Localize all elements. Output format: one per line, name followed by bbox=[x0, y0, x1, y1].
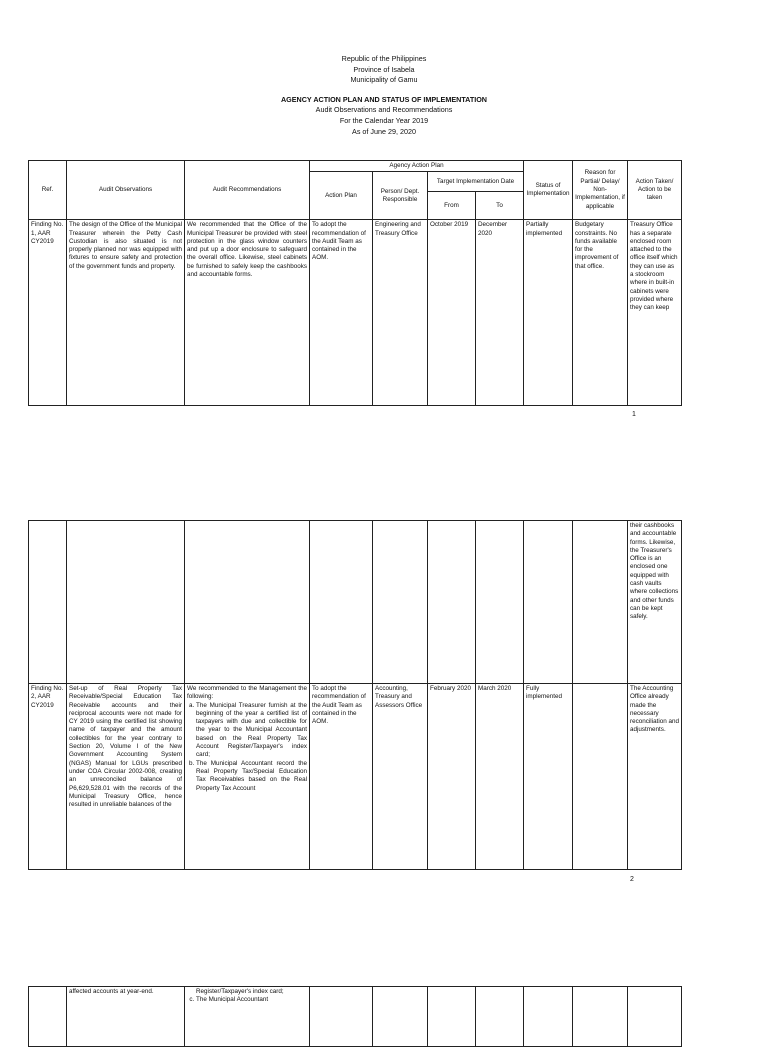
cell-person: Engineering and Treasury Office bbox=[373, 220, 428, 406]
document-date: As of June 29, 2020 bbox=[352, 126, 416, 136]
col-header-ref: Ref. bbox=[29, 161, 67, 220]
cell-ref: Finding No. 1, AAR CY2019 bbox=[29, 220, 67, 406]
cell-from: February 2020 bbox=[428, 684, 476, 870]
document-title: AGENCY ACTION PLAN AND STATUS OF IMPLEMENTATION bbox=[280, 94, 488, 104]
cell-action-plan: To adopt the recommendation of the Audit Team as contained in the AOM. bbox=[310, 684, 373, 870]
cell-action-taken: Treasury Office has a separate enclosed room attached to the office itself which they can use as a stockroom where in built-in cabinets were provided where they can keep bbox=[628, 220, 682, 406]
recommendation-item-c: c. The Municipal Accountant bbox=[196, 996, 307, 1004]
document-header bbox=[0, 54, 768, 137]
header-municipality: Municipality of Gamu bbox=[350, 75, 418, 85]
cell-from: October 2019 bbox=[428, 220, 476, 406]
cell-status: Partially implemented bbox=[524, 220, 573, 406]
col-header-observations: Audit Observations bbox=[67, 161, 185, 220]
cell-action-taken-continued: their cashbooks and accountable forms. Likewise, the Treasurer's Office is an enclosed one equipped with cash vaults where collections and other funds can be kept safely. bbox=[628, 521, 682, 684]
action-plan-table-page-2 bbox=[28, 520, 682, 870]
col-header-status: Status of Implementation bbox=[524, 161, 573, 220]
cell-action-plan: To adopt the recommendation of the Audit Team as contained in the AOM. bbox=[310, 220, 373, 406]
col-header-target-date: Target Implementation Date bbox=[428, 172, 524, 192]
cell-ref: Finding No. 2, AAR CY2019 bbox=[29, 684, 67, 870]
table-row bbox=[29, 684, 682, 870]
col-header-to: To bbox=[476, 192, 524, 220]
col-header-action-plan: Action Plan bbox=[310, 172, 373, 220]
col-header-from: From bbox=[428, 192, 476, 220]
recommendation-list bbox=[187, 702, 307, 793]
cell-recommendation bbox=[185, 987, 310, 1047]
recommendation-item-a: a. The Municipal Treasurer furnish at the beginning of the year a certified list of taxpayers with due and collectible for the year to the Municipal Accountant based on the Real Property Tax Account Register/Taxpayer's index card; bbox=[196, 702, 307, 760]
cell-person: Accounting, Treasury and Assessors Office bbox=[373, 684, 428, 870]
action-plan-table-page-3 bbox=[28, 986, 682, 1047]
recommendation-intro: We recommended to the Management the following: bbox=[187, 685, 307, 701]
cell-observation: affected accounts at year-end. bbox=[67, 987, 185, 1047]
col-header-agency-action-plan: Agency Action Plan bbox=[310, 161, 524, 172]
cell-action-taken: The Accounting Office already made the necessary reconciliation and adjustments. bbox=[628, 684, 682, 870]
page-number: 2 bbox=[630, 876, 634, 883]
cell-recommendation bbox=[185, 684, 310, 870]
col-header-reason: Reason for Partial/ Delay/ Non-Implementation, if applicable bbox=[573, 161, 628, 220]
col-header-person: Person/ Dept. Responsible bbox=[373, 172, 428, 220]
recommendation-list bbox=[187, 996, 307, 1004]
table-row bbox=[29, 220, 682, 406]
col-header-action-taken: Action Taken/ Action to be taken bbox=[628, 161, 682, 220]
table-row bbox=[29, 521, 682, 684]
cell-reason bbox=[573, 684, 628, 870]
document-period: For the Calendar Year 2019 bbox=[339, 115, 429, 125]
cell-reason: Budgetary constraints. No funds available for the improvement of that office. bbox=[573, 220, 628, 406]
cell-status: Fully implemented bbox=[524, 684, 573, 870]
table-row bbox=[29, 987, 682, 1047]
recommendation-item-b: b. The Municipal Accountant record the Real Property Tax/Special Education Tax Receivables based on the Real Property Tax Account bbox=[196, 760, 307, 793]
document-subtitle: Audit Observations and Recommendations bbox=[315, 105, 453, 115]
page-number: 1 bbox=[632, 411, 636, 418]
cell-to: March 2020 bbox=[476, 684, 524, 870]
header-province: Province of Isabela bbox=[353, 64, 415, 74]
col-header-recommendations: Audit Recommendations bbox=[185, 161, 310, 220]
cell-observation: Set-up of Real Property Tax Receivable/Special Education Tax Receivable accounts and their reciprocal accounts were not made for CY 2019 using the certified list showing name of taxpayer and the amount collectibles for the year contrary to Section 20, Volume I of the New Government Accounting System (NGAS) Manual for LGUs prescribed under COA Circular 2002-008, creating an unreconciled balance of P6,629,528.01 with the records of the Municipal Treasury Office, hence resulted in unreliable balances of the bbox=[67, 684, 185, 870]
header-country: Republic of the Philippines bbox=[341, 54, 427, 63]
action-plan-table-page-1 bbox=[28, 160, 682, 406]
cell-recommendation: We recommended that the Office of the Municipal Treasurer be provided with steel protection in the glass window counters and put up a door enclosure to safeguard the overall office. Likewise, steel cabinets be furnished to safely keep the cashbooks and accountable forms. bbox=[185, 220, 310, 406]
cell-to: December 2020 bbox=[476, 220, 524, 406]
cell-observation: The design of the Office of the Municipal Treasurer wherein the Petty Cash Custodian is also situated is not properly planned nor was equipped with fixtures to ensure safety and protection of the government funds and property. bbox=[67, 220, 185, 406]
recommendation-continued: Register/Taxpayer's index card; bbox=[196, 988, 284, 995]
